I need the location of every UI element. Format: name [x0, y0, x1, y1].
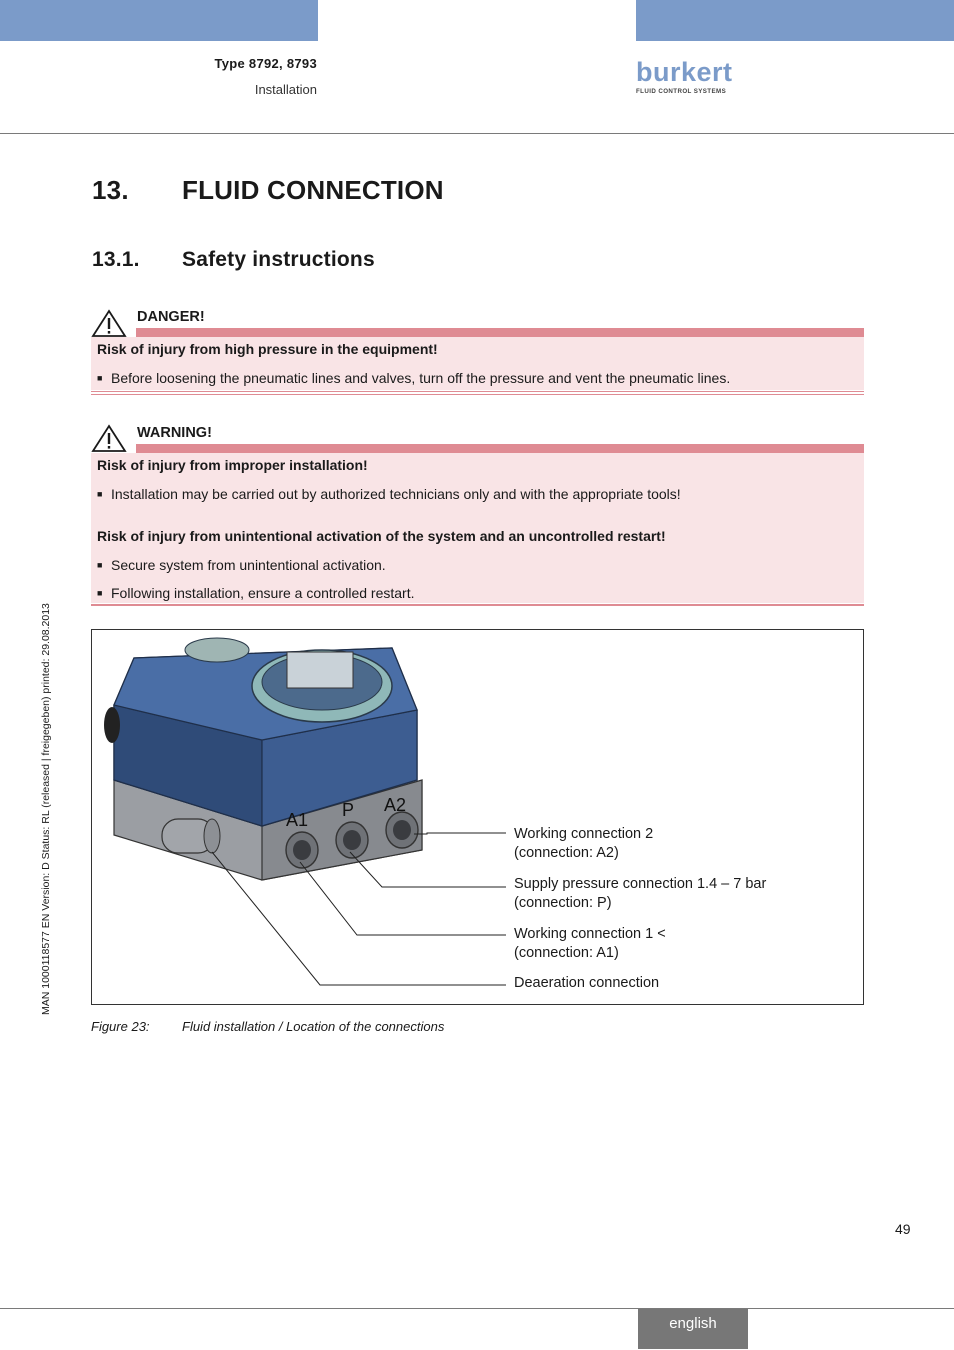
callout-line: Supply pressure connection 1.4 – 7 bar — [514, 876, 767, 892]
warning-bullet-text: Following installation, ensure a controlled restart. — [111, 585, 415, 601]
callout-line: Working connection 1 < — [514, 926, 666, 942]
danger-box-rule-2 — [91, 394, 864, 395]
document-meta-sidebar: MAN 1000118577 EN Version: D Status: RL (released | freigegeben) printed: 29.08.2013 — [40, 603, 52, 1015]
logo-tagline: FLUID CONTROL SYSTEMS — [636, 88, 727, 95]
header-band-left — [0, 0, 318, 41]
section-number: 13.1. — [92, 248, 140, 271]
callout-line: (connection: A2) — [514, 845, 619, 861]
warning-bullet-text: Installation may be carried out by authorized technicians only and with the appropriate tools! — [111, 486, 681, 502]
page-number: 49 — [895, 1221, 911, 1237]
figure-caption-label: Figure 23: — [91, 1019, 150, 1034]
leader-a1 — [300, 862, 506, 935]
header-band-right — [636, 0, 954, 41]
callout-line: (connection: P) — [514, 895, 612, 911]
logo-wordmark: burkert — [636, 57, 733, 87]
danger-label: DANGER! — [137, 309, 205, 325]
figure-caption-text: Fluid installation / Location of the connections — [182, 1019, 445, 1034]
section-title-text: Safety instructions — [182, 248, 375, 271]
warning-bullet-text: Secure system from unintentional activation. — [111, 557, 386, 573]
warning-heading-2: Risk of injury from unintentional activation of the system and an uncontrolled restart! — [97, 528, 666, 544]
callout-line: Working connection 2 — [514, 826, 654, 842]
danger-bullet — [97, 370, 730, 386]
burkert-logo — [636, 56, 736, 96]
callout-line: (connection: A1) — [514, 945, 619, 961]
section-title — [92, 248, 375, 272]
chapter-title — [92, 175, 444, 206]
bullet-marker: ■ — [97, 588, 103, 598]
danger-box-rule — [91, 391, 864, 392]
warning-bullet-1 — [97, 486, 681, 502]
warning-label: WARNING! — [137, 425, 212, 441]
figure-frame — [91, 629, 864, 1005]
language-tab: english — [638, 1309, 748, 1349]
warning-box-rule — [91, 604, 864, 606]
document-type: Type 8792, 8793 — [214, 56, 317, 71]
leader-a2 — [414, 833, 506, 834]
callout-line: Deaeration connection — [514, 975, 660, 991]
callout-supply-pressure — [514, 875, 766, 913]
port-label-a2: A2 — [384, 795, 407, 815]
footer-rule — [0, 1308, 954, 1309]
callout-working-connection-1 — [514, 925, 666, 963]
port-label-a1: A1 — [286, 810, 309, 830]
warning-heading-1: Risk of injury from improper installation! — [97, 457, 368, 473]
bullet-marker: ■ — [97, 489, 103, 499]
danger-warning-icon — [91, 309, 127, 337]
chapter-number: 13. — [92, 175, 129, 205]
warning-bullet-3 — [97, 585, 415, 601]
warning-bullet-2 — [97, 557, 386, 573]
warning-icon — [91, 424, 127, 452]
bullet-marker: ■ — [97, 560, 103, 570]
header-section: Installation — [254, 82, 317, 97]
callout-deaeration — [514, 974, 659, 993]
danger-bullet-text: Before loosening the pneumatic lines and valves, turn off the pressure and vent the pneumatic lines. — [111, 370, 731, 386]
warning-bar — [136, 444, 864, 453]
danger-bar — [136, 328, 864, 337]
chapter-title-text: FLUID CONNECTION — [182, 175, 444, 205]
port-label-p: P — [342, 800, 355, 820]
device-illustration — [92, 630, 863, 1004]
bullet-marker: ■ — [97, 373, 103, 383]
danger-heading: Risk of injury from high pressure in the equipment! — [97, 341, 438, 357]
callout-working-connection-2 — [514, 825, 653, 863]
header-rule — [0, 133, 954, 134]
